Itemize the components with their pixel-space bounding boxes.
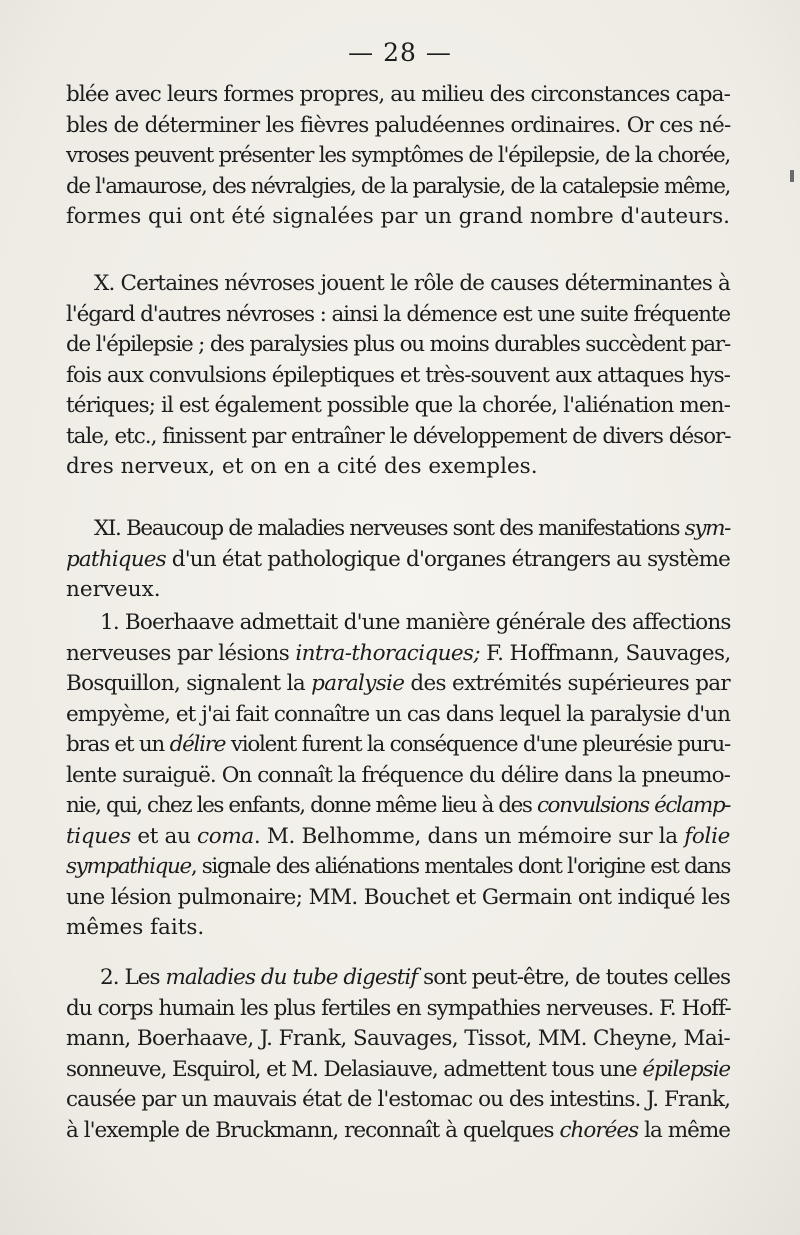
text-line (66, 791, 730, 822)
paragraph-section-x (66, 269, 730, 483)
text-line: lente suraiguë. On connaît la fréquence du délire dans la pneumo- (66, 762, 730, 788)
text-line: vroses peuvent présenter les symptômes de l'épilepsie, de la chorée, (66, 143, 730, 168)
text-line (66, 852, 730, 883)
text-line: l'égard d'autres névroses : ainsi la démence est une suite fréquente (66, 301, 730, 327)
text-run-italic: folie (684, 823, 730, 849)
text-line: mann, Boerhaave, J. Frank, Sauvages, Tissot, MM. Cheyne, Mai- (66, 1026, 730, 1051)
text-run: violent furent la conséquence d'une pleurésie puru- (225, 732, 730, 757)
text-run: d'un état pathologique d'organes étrangers au système (165, 546, 731, 572)
text-run: sont peut-être, de toutes celles (417, 965, 731, 990)
text-run-italic: épilepsie (642, 1056, 731, 1082)
text-line: blée avec leurs formes propres, au milieu des circonstances capa- (66, 82, 730, 107)
text-line: fois aux convulsions épileptiques et très-souvent aux attaques hys- (66, 362, 730, 388)
margin-mark (790, 170, 794, 182)
text-run: à l'exemple de Bruckmann, reconnaît à quelques (66, 1117, 560, 1143)
text-line: empyème, et j'ai fait connaître un cas dans lequel la paralysie d'un (66, 701, 730, 727)
text-run-italic: tiques (66, 823, 131, 849)
text-line (66, 669, 730, 700)
text-run-italic: intra-thoraciques; (295, 640, 480, 666)
text-run: la même (638, 1117, 731, 1143)
text-line: nerveux. (66, 577, 161, 602)
text-line (66, 822, 730, 853)
text-line: de l'épilepsie ; des paralysies plus ou moins durables succèdent par- (66, 332, 730, 357)
text-run: et au (130, 823, 198, 849)
text-run-italic: sympathique (66, 854, 191, 879)
text-run: 2. Les (100, 965, 166, 990)
text-line: bles de déterminer les fièvres paludéennes ordinaires. Or ces né- (66, 112, 731, 138)
text-run: sonneuve, Esquirol, et M. Delasiauve, admettent tous une (66, 1056, 643, 1082)
text-run-italic: paralysie (311, 671, 405, 696)
text-run-italic: sym- (684, 516, 730, 541)
paragraph-continuation (66, 80, 730, 233)
text-run: , signale des aliénations mentales dont l'origine est dans (190, 854, 730, 879)
text-line (66, 1055, 730, 1086)
text-line (66, 545, 730, 576)
text-run-italic: pathiques (66, 546, 166, 572)
text-line (66, 639, 730, 670)
text-line: tériques; il est également possible que la chorée, l'aliénation men- (66, 393, 730, 418)
text-line: tale, etc., finissent par entraîner le développement de divers désor- (66, 423, 731, 449)
text-run-italic: maladies du tube digestif (165, 965, 418, 990)
paragraph-item-1 (66, 608, 730, 944)
text-run: F. Hoffmann, Sauvages, (479, 640, 731, 666)
text-run-italic: délire (169, 732, 226, 757)
text-line (66, 1116, 730, 1147)
text-line: dres nerveux, et on en a cité des exemples. (66, 454, 538, 479)
text-run: bras et un (66, 732, 170, 757)
text-run-italic: convulsions éclamp- (536, 793, 730, 818)
text-line: de l'amaurose, des névralgies, de la paralysie, de la catalepsie même, (66, 173, 730, 199)
text-run: des extrémités supérieures par (404, 671, 731, 696)
paragraph-item-2 (66, 963, 730, 1146)
text-run: . M. Belhomme, dans un mémoire sur la (253, 823, 685, 849)
text-run: nerveuses par lésions (66, 640, 296, 666)
text-line: causée par un mauvais état de l'estomac ou des intestins. J. Frank, (66, 1087, 730, 1112)
text-line (66, 963, 730, 994)
text-run: nie, qui, chez les enfants, donne même lieu à des (66, 793, 537, 818)
text-run: XI. Beaucoup de maladies nerveuses sont des manifestations (94, 516, 685, 541)
text-run-italic: coma (197, 823, 254, 849)
text-line: mêmes faits. (66, 915, 205, 940)
text-line (66, 730, 730, 761)
text-line (66, 514, 730, 545)
page-number: — 28 — (348, 38, 452, 67)
text-run: Bosquillon, signalent la (66, 671, 312, 696)
text-line: une lésion pulmonaire; MM. Bouchet et Germain ont indiqué les (66, 884, 730, 910)
paragraph-section-xi (66, 514, 730, 606)
text-line: du corps humain les plus fertiles en sympathies nerveuses. F. Hoff- (66, 995, 731, 1021)
text-line: X. Certaines névroses jouent le rôle de causes déterminantes à (94, 271, 730, 296)
text-line: formes qui ont été signalées par un grand nombre d'auteurs. (66, 204, 730, 229)
text-run-italic: chorées (559, 1117, 639, 1143)
text-line: 1. Boerhaave admettait d'une manière générale des affections (100, 610, 731, 635)
